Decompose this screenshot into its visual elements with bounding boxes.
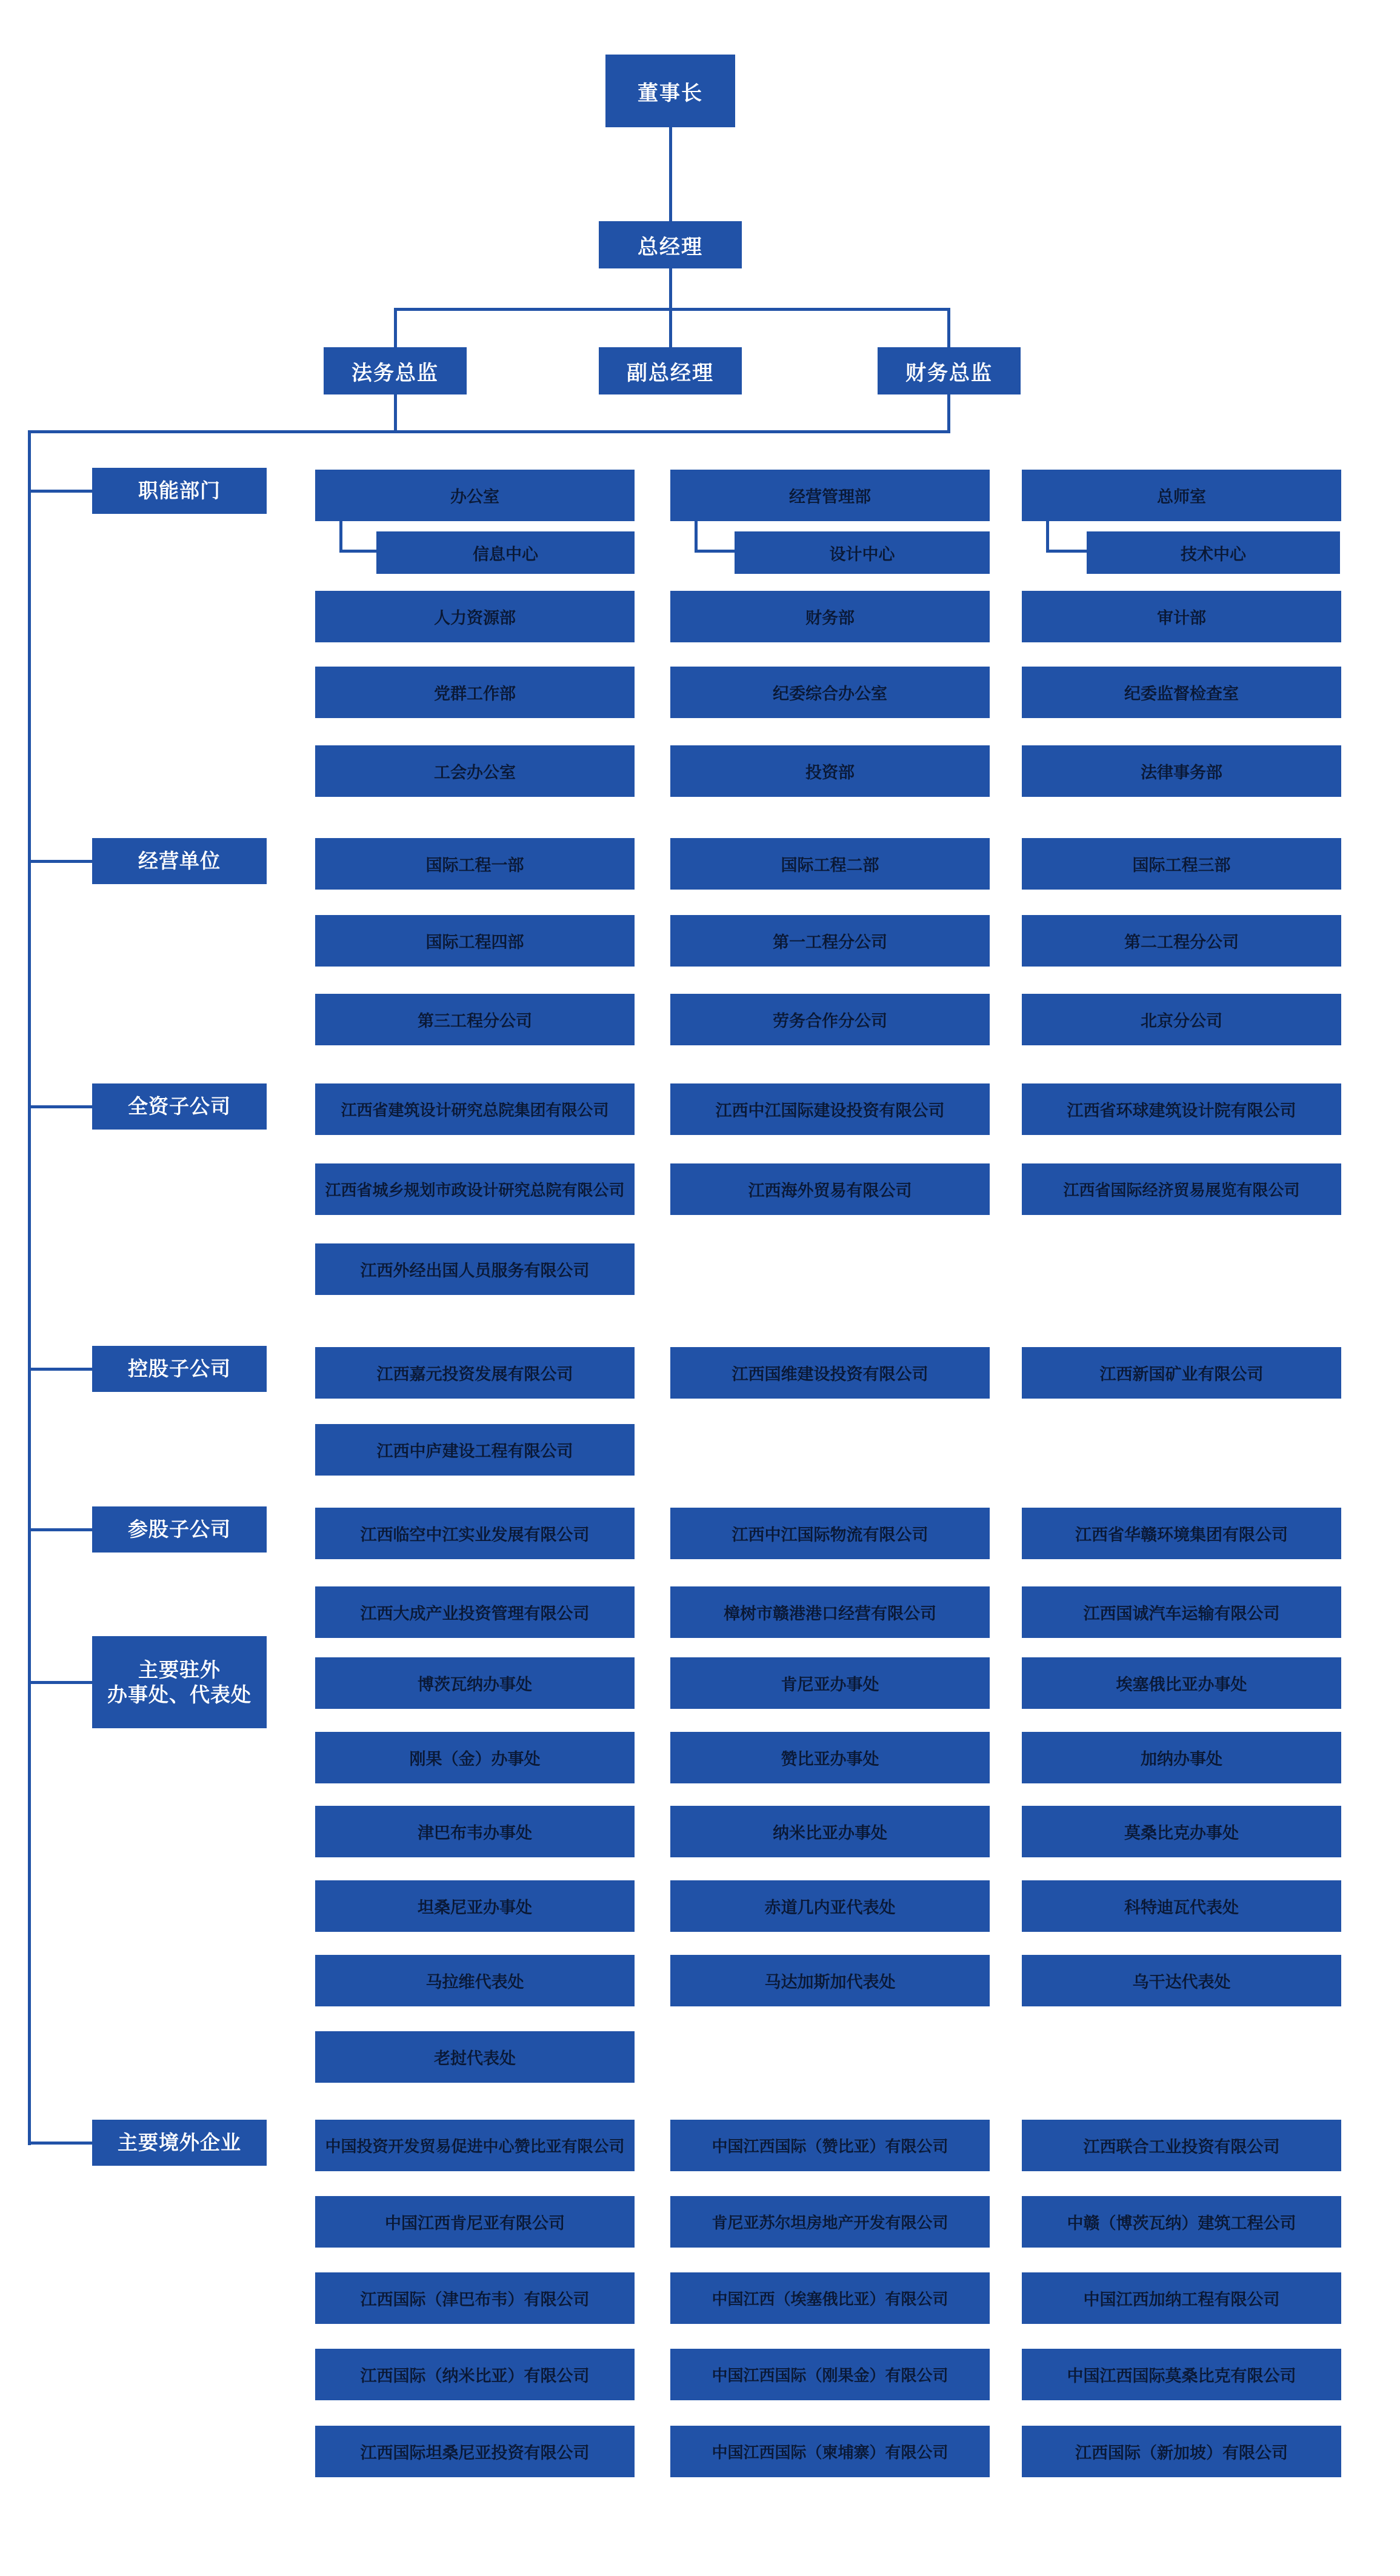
org-box-label: 投资部 [805, 764, 855, 782]
section-label [92, 1506, 267, 1553]
org-box [670, 2349, 990, 2400]
org-box [735, 531, 990, 574]
org-box-label: 江西省城乡规划市政设计研究总院有限公司 [325, 1181, 625, 1199]
connector-line [947, 308, 950, 347]
org-box-label: 总师室 [1157, 488, 1206, 506]
org-box [670, 1806, 990, 1857]
org-box [670, 1657, 990, 1709]
org-box-label: 江西中江国际物流有限公司 [732, 1526, 928, 1544]
org-box [1022, 1586, 1341, 1638]
org-box-label: 江西省建筑设计研究总院集团有限公司 [341, 1101, 609, 1119]
org-box-label: 江西嘉元投资发展有限公司 [376, 1365, 573, 1383]
org-box [315, 2120, 635, 2171]
org-box-label: 马拉维代表处 [425, 1973, 524, 1991]
connector-line [28, 490, 95, 493]
org-box-label: 莫桑比克办事处 [1124, 1824, 1239, 1842]
connector-line [947, 394, 950, 432]
elbow-connector [695, 521, 735, 553]
org-box-label: 江西国际（新加坡）有限公司 [1075, 2444, 1288, 2462]
org-box [315, 745, 635, 797]
elbow-connector [339, 521, 376, 553]
org-box-label: 中国江西（埃塞俄比亚）有限公司 [712, 2290, 948, 2308]
org-box [1022, 667, 1341, 718]
org-box-label: 江西省环球建筑设计院有限公司 [1067, 1102, 1296, 1120]
org-box-label: 津巴布韦办事处 [418, 1824, 532, 1842]
org-box [1022, 2272, 1341, 2324]
director-box-finance [878, 347, 1021, 394]
org-box [315, 667, 635, 718]
org-box-label: 财务部 [805, 609, 855, 627]
org-box [670, 2196, 990, 2248]
org-box-label: 中国江西肯尼亚有限公司 [385, 2214, 565, 2232]
org-box-label: 江西海外贸易有限公司 [748, 1182, 912, 1200]
org-box [670, 915, 990, 967]
org-box [670, 1163, 990, 1215]
org-box [315, 1732, 635, 1783]
org-box-label: 设计中心 [829, 545, 895, 564]
org-box [1022, 1083, 1341, 1135]
org-box [670, 994, 990, 1045]
org-box [1022, 1806, 1341, 1857]
org-box [315, 2272, 635, 2324]
org-box [315, 591, 635, 642]
org-box [1022, 1955, 1341, 2006]
org-box-label: 江西中庐建设工程有限公司 [376, 1442, 573, 1460]
org-box-label: 江西省国际经济贸易展览有限公司 [1063, 1181, 1300, 1199]
org-box [1022, 2120, 1341, 2171]
org-box-label: 江西国维建设投资有限公司 [732, 1365, 928, 1383]
org-box [670, 1508, 990, 1559]
org-box [315, 470, 635, 521]
org-box [315, 915, 635, 967]
org-box-label: 江西中江国际建设投资有限公司 [715, 1102, 945, 1120]
org-box [670, 470, 990, 521]
org-box [1022, 2426, 1341, 2477]
org-box-label: 马达加斯加代表处 [764, 1973, 896, 1991]
org-box-label: 中国江西加纳工程有限公司 [1083, 2291, 1280, 2309]
org-box [315, 1657, 635, 1709]
org-box [670, 2426, 990, 2477]
general-manager-box [599, 221, 742, 268]
org-box-label: 中国江西国际（刚果金）有限公司 [712, 2366, 948, 2385]
section-label-line: 主要境外企业 [118, 2131, 241, 2154]
section-label [92, 1636, 267, 1728]
org-box [376, 531, 635, 574]
org-box [315, 1880, 635, 1932]
org-box [670, 1083, 990, 1135]
org-box [670, 1955, 990, 2006]
org-box [670, 2272, 990, 2324]
org-box-label: 樟树市赣港港口经营有限公司 [724, 1605, 936, 1623]
section-label-line: 全资子公司 [128, 1095, 231, 1118]
section-label-line: 控股子公司 [128, 1357, 231, 1380]
org-box [670, 591, 990, 642]
org-box [1022, 591, 1341, 642]
director-box-deputy-gm [599, 347, 742, 394]
org-box [315, 2031, 635, 2083]
org-box [315, 1806, 635, 1857]
org-box [315, 2426, 635, 2477]
org-box-label: 江西新国矿业有限公司 [1099, 1365, 1264, 1383]
org-box-label: 江西大成产业投资管理有限公司 [360, 1605, 590, 1623]
org-box [315, 1508, 635, 1559]
org-box-label: 江西国际（纳米比亚）有限公司 [360, 2367, 590, 2385]
org-box-label: 博茨瓦纳办事处 [418, 1676, 532, 1694]
org-box [670, 838, 990, 890]
org-box [1022, 994, 1341, 1045]
org-box-label: 国际工程二部 [781, 856, 879, 874]
org-box [315, 838, 635, 890]
connector-line [669, 127, 672, 221]
section-label-line: 职能部门 [138, 479, 221, 502]
section-label [92, 468, 267, 514]
org-box [1022, 1508, 1341, 1559]
director-label: 副总经理 [627, 361, 714, 385]
org-box [670, 2120, 990, 2171]
org-box [315, 1955, 635, 2006]
org-box-label: 乌干达代表处 [1132, 1973, 1231, 1991]
org-box-label: 江西临空中江实业发展有限公司 [360, 1526, 590, 1544]
org-box [315, 1243, 635, 1295]
org-box [1022, 2196, 1341, 2248]
org-box-label: 中国投资开发贸易促进中心赞比亚有限公司 [325, 2137, 625, 2155]
org-box-label: 北京分公司 [1141, 1012, 1222, 1030]
connector-line [28, 860, 95, 863]
connector-line [28, 1681, 95, 1684]
org-box [1022, 2349, 1341, 2400]
org-box-label: 法律事务部 [1141, 764, 1222, 782]
org-box [1022, 838, 1341, 890]
org-box-label: 江西省华赣环境集团有限公司 [1075, 1526, 1288, 1544]
org-box [670, 1586, 990, 1638]
section-label [92, 1346, 267, 1392]
section-label [92, 838, 267, 884]
org-box-label: 赞比亚办事处 [781, 1750, 879, 1768]
org-box [315, 1083, 635, 1135]
connector-line [394, 394, 397, 432]
org-box-label: 技术中心 [1181, 545, 1246, 564]
chairman-label: 董事长 [638, 81, 703, 105]
org-box-label: 加纳办事处 [1141, 1750, 1222, 1768]
org-box-label: 科特迪瓦代表处 [1124, 1899, 1239, 1917]
org-box [315, 1424, 635, 1476]
org-box-label: 纪委综合办公室 [773, 685, 887, 703]
org-box-label: 劳务合作分公司 [773, 1012, 887, 1030]
connector-line [669, 268, 672, 308]
org-box [1022, 1657, 1341, 1709]
org-box [1022, 1347, 1341, 1399]
org-box [315, 2196, 635, 2248]
org-box-label: 第一工程分公司 [773, 933, 887, 951]
section-label-line: 经营单位 [138, 850, 221, 873]
org-box-label: 中国江西国际（赞比亚）有限公司 [712, 2137, 948, 2155]
org-box-label: 江西国际坦桑尼亚投资有限公司 [360, 2444, 590, 2462]
org-box [1022, 470, 1341, 521]
connector-line [394, 308, 397, 347]
org-box [1022, 745, 1341, 797]
org-box-label: 纳米比亚办事处 [773, 1824, 887, 1842]
org-box [1022, 915, 1341, 967]
org-box [670, 745, 990, 797]
org-box-label: 信息中心 [473, 545, 538, 564]
org-box-label: 国际工程四部 [425, 933, 524, 951]
org-box-label: 国际工程三部 [1132, 856, 1231, 874]
director-label: 法务总监 [352, 361, 439, 385]
org-box-label: 第二工程分公司 [1124, 933, 1239, 951]
org-box-label: 江西联合工业投资有限公司 [1083, 2138, 1280, 2156]
director-box-legal [324, 347, 467, 394]
org-box [670, 1880, 990, 1932]
org-box [315, 1347, 635, 1399]
org-box [315, 994, 635, 1045]
org-box-label: 第三工程分公司 [418, 1012, 532, 1030]
org-box-label: 江西国际（津巴布韦）有限公司 [360, 2291, 590, 2309]
section-label [92, 1083, 267, 1130]
general-manager-label: 总经理 [638, 235, 703, 259]
org-box-label: 纪委监督检查室 [1124, 685, 1239, 703]
org-box-label: 老挝代表处 [434, 2049, 516, 2068]
elbow-connector [1046, 521, 1087, 553]
section-label [92, 2120, 267, 2166]
connector-line [28, 1528, 95, 1531]
org-box [1022, 1163, 1341, 1215]
connector-line [394, 308, 950, 311]
section-label-line: 办事处、代表处 [107, 1683, 252, 1706]
chairman-box [605, 55, 735, 127]
connector-line [28, 2142, 95, 2145]
director-label: 财务总监 [905, 361, 993, 385]
connector-line [28, 1368, 95, 1371]
org-box-label: 办公室 [450, 488, 499, 506]
org-box-label: 江西外经出国人员服务有限公司 [360, 1262, 590, 1280]
section-label-line: 参股子公司 [128, 1518, 231, 1541]
org-box-label: 中国江西国际（柬埔寨）有限公司 [712, 2443, 948, 2461]
org-box-label: 工会办公室 [434, 764, 516, 782]
org-box [315, 1586, 635, 1638]
org-box-label: 肯尼亚办事处 [781, 1676, 879, 1694]
org-box [670, 667, 990, 718]
section-label-line: 主要驻外 [138, 1658, 221, 1681]
org-box [670, 1347, 990, 1399]
org-box-label: 经营管理部 [789, 488, 871, 506]
org-box [1022, 1732, 1341, 1783]
org-box-label: 人力资源部 [434, 609, 516, 627]
org-box-label: 中国江西国际莫桑比克有限公司 [1067, 2367, 1296, 2385]
org-box-label: 党群工作部 [434, 685, 516, 703]
connector-line [669, 308, 672, 347]
org-box-label: 刚果（金）办事处 [409, 1750, 541, 1768]
org-box [1087, 531, 1340, 574]
connector-line [28, 1105, 95, 1108]
org-box-label: 赤道几内亚代表处 [764, 1899, 896, 1917]
org-box-label: 埃塞俄比亚办事处 [1116, 1676, 1247, 1694]
org-box [1022, 1880, 1341, 1932]
org-box-label: 国际工程一部 [425, 856, 524, 874]
org-box-label: 肯尼亚苏尔坦房地产开发有限公司 [712, 2214, 948, 2232]
org-box-label: 江西国诚汽车运输有限公司 [1083, 1605, 1280, 1623]
org-box [315, 2349, 635, 2400]
connector-line [28, 430, 950, 433]
connector-line [28, 430, 31, 2145]
org-box-label: 坦桑尼亚办事处 [418, 1899, 532, 1917]
org-box-label: 审计部 [1157, 609, 1206, 627]
org-box [315, 1163, 635, 1215]
org-box-label: 中赣（博茨瓦纳）建筑工程公司 [1067, 2214, 1296, 2232]
org-box [670, 1732, 990, 1783]
